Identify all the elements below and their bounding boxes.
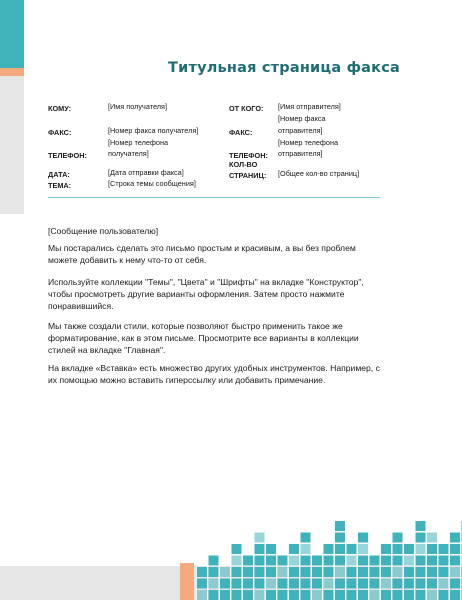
footer-orange-accent: [180, 563, 194, 600]
from-label: ОТ КОГО:: [229, 104, 264, 113]
sender-phone-label: ТЕЛЕФОН:: [229, 151, 268, 160]
decorative-orange-bar: [0, 68, 24, 76]
pages-value[interactable]: [Общее кол-во страниц]: [278, 169, 360, 178]
fax-value[interactable]: [Номер факса получателя]: [108, 126, 199, 135]
message-paragraph-4[interactable]: На вкладке «Вставка» есть множество других удобных инструментов. Например, с их помощью можно вставить гиперссылку или добавить примечание.: [48, 363, 380, 386]
phone-label: ТЕЛЕФОН:: [48, 151, 87, 160]
sender-phone-value-line2[interactable]: отправителя]: [278, 149, 323, 158]
sender-fax-value-line2[interactable]: отправителя]: [278, 126, 323, 135]
subject-value[interactable]: [Строка темы сообщения]: [108, 179, 196, 188]
pages-label-line2: СТРАНИЦ:: [229, 171, 267, 180]
fax-label: ФАКС:: [48, 128, 72, 137]
page-title: Титульная страница факса: [168, 60, 400, 76]
date-value[interactable]: [Дата отправки факса]: [108, 168, 184, 177]
message-paragraph-3[interactable]: Мы также создали стили, которые позволяют быстро применить такое же форматирование, как в этом письме. Просмотрите все варианты в коллекции стилей на вкладке "Главная".: [48, 321, 359, 356]
from-value[interactable]: [Имя отправителя]: [278, 102, 341, 111]
pages-label-line1: КОЛ-ВО: [229, 160, 258, 169]
sender-phone-value-line1[interactable]: [Номер телефона: [278, 138, 339, 147]
to-value[interactable]: [Имя получателя]: [108, 102, 168, 111]
phone-value-line2[interactable]: получателя]: [108, 149, 149, 158]
header-divider: [48, 197, 380, 198]
sender-fax-label: ФАКС:: [229, 128, 253, 137]
subject-label: ТЕМА:: [48, 181, 72, 190]
message-paragraph-2[interactable]: Используйте коллекции "Темы", "Цвета" и "Шрифты" на вкладке "Конструктор", чтобы просмотреть другие варианты оформления. Затем просто нажмите понравившийся.: [48, 277, 364, 312]
decorative-grey-bar: [0, 76, 24, 214]
footer-pixel-pattern: [196, 515, 462, 600]
to-label: КОМУ:: [48, 104, 71, 113]
date-label: ДАТА:: [48, 170, 70, 179]
message-placeholder[interactable]: [Сообщение пользователю]: [48, 226, 159, 236]
message-paragraph-1[interactable]: Мы постарались сделать это письмо простым и красивым, а вы без проблем можете добавить к нему что-то от себя.: [48, 243, 356, 266]
sender-fax-value-line1[interactable]: [Номер факса: [278, 114, 326, 123]
phone-value-line1[interactable]: [Номер телефона: [108, 138, 169, 147]
decorative-teal-bar: [0, 0, 24, 68]
